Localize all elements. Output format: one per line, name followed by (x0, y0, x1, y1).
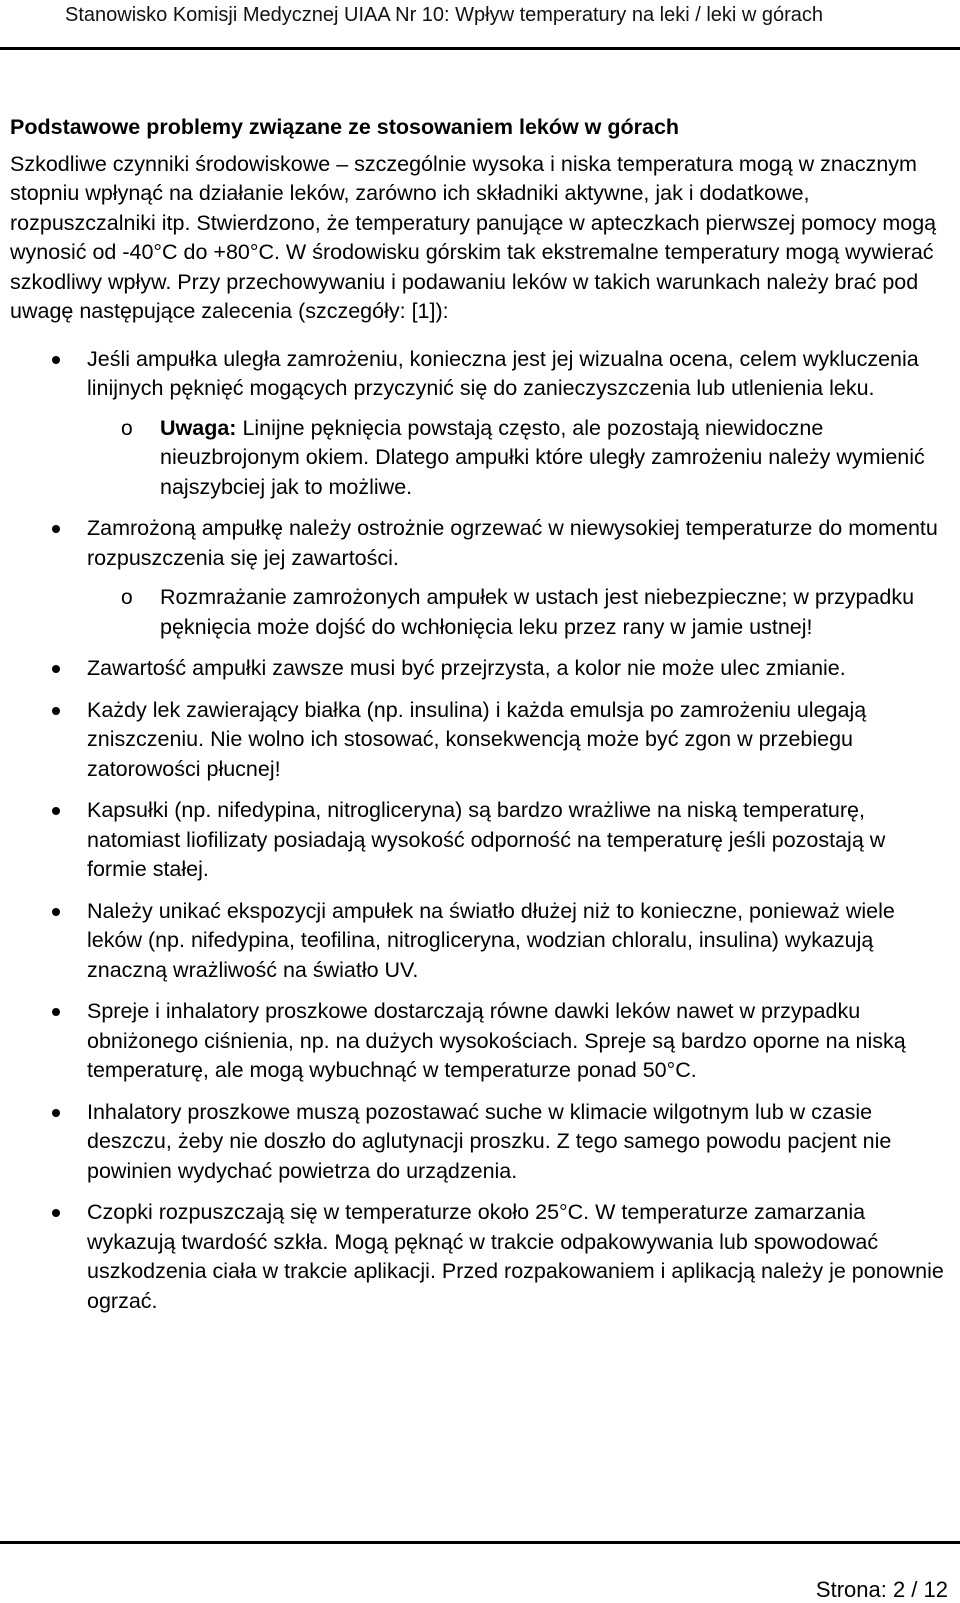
page-number: Strona: 2 / 12 (815, 1577, 948, 1602)
bullet-icon (52, 1209, 60, 1217)
list-item (10, 1198, 950, 1316)
list-item-text: Czopki rozpuszczają się w temperaturze około 25°C. W temperaturze zamarzania wykazują twardość szkła. Mogą pęknąć w trakcie odpakowywania lub spowodować uszkodzenia ciała w trakcie aplikacji. Przed rozpakowaniem i aplikacją należy je ponownie ogrzać. (87, 1200, 944, 1313)
section-heading: Podstawowe problemy związane ze stosowaniem leków w górach (10, 115, 680, 139)
document-body (10, 113, 950, 1328)
list-item-text: Spreje i inhalatory proszkowe dostarczają równe dawki leków nawet w przypadku obniżonego ciśnienia, np. na dużych wysokościach. Spreje są bardzo oporne na niską temperaturę, ale mogą wybuchnąć w temperaturze ponad 50°C. (87, 999, 906, 1082)
list-item (10, 345, 950, 503)
page-header (0, 0, 960, 50)
sub-bullet-marker: o (121, 586, 133, 609)
sub-list-item-text: Rozmrażanie zamrożonych ampułek w ustach jest niebezpieczne; w przypadku pęknięcia może dojść do wchłonięcia leku przez rany w jamie ustnej! (160, 585, 915, 639)
sub-list-item-text: Linijne pęknięcia powstają często, ale pozostają niewidoczne nieuzbrojonym okiem. Dlatego ampułki które uległy zamrożeniu należy wymienić najszybciej jak to możliwe. (160, 415, 925, 499)
sub-list (87, 414, 950, 503)
sub-list-item (87, 414, 950, 503)
bullet-icon (52, 1109, 60, 1117)
list-item (10, 997, 950, 1086)
bullet-icon (52, 908, 60, 916)
list-item-text: Zamrożoną ampułkę należy ostrożnie ogrzewać w niewysokiej temperaturze do momentu rozpuszczenia się jej zawartości. (87, 516, 938, 570)
note-label: Uwaga: (160, 415, 237, 440)
list-item (10, 1098, 950, 1187)
list-item-text: Kapsułki (np. nifedypina, nitrogliceryna) są bardzo wrażliwe na niską temperaturę, natomiast liofilizaty posiadają wysokość odporność na temperaturę jeśli pozostają w formie stałej. (87, 798, 886, 881)
bullet-icon (52, 1008, 60, 1016)
list-item-text: Każdy lek zawierający białka (np. insulina) i każda emulsja po zamrożeniu ulegają zniszczeniu. Nie wolno ich stosować, konsekwencją może być zgon w przebiegu zatorowości płucnej! (87, 697, 867, 781)
bullet-icon (52, 665, 60, 673)
sub-list-item (87, 583, 950, 642)
sub-list (87, 583, 950, 642)
header-title: Stanowisko Komisji Medycznej UIAA Nr 10: Wpływ temperatury na leki / leki w górach (65, 4, 824, 26)
bullet-icon (52, 356, 60, 364)
list-item-text: Zawartość ampułki zawsze musi być przejrzysta, a kolor nie może ulec zmianie. (87, 656, 846, 680)
bullet-icon (52, 525, 60, 533)
bullet-icon (52, 707, 60, 715)
list-item (10, 897, 950, 986)
list-item-text: Inhalatory proszkowe muszą pozostawać suche w klimacie wilgotnym lub w czasie deszczu, żeby nie doszło do aglutynacji proszku. Z tego samego powodu pacjent nie powinien wydychać powietrza do urządzenia. (87, 1099, 892, 1183)
footer-divider (0, 1541, 960, 1544)
list-item (10, 796, 950, 885)
list-item (10, 654, 950, 684)
list-item (10, 514, 950, 642)
sub-bullet-marker: o (121, 416, 133, 440)
recommendation-list (10, 345, 950, 1317)
list-item-text: Należy unikać ekspozycji ampułek na światło dłużej niż to konieczne, ponieważ wiele leków (np. nifedypina, teofilina, nitrogliceryna, wodzian chloralu, insulina) wykazują znaczną wrażliwość na światło UV. (87, 898, 895, 982)
bullet-icon (52, 807, 60, 815)
list-item-text: Jeśli ampułka uległa zamrożeniu, konieczna jest jej wizualna ocena, celem wykluczenia linijnych pęknięć mogących przyczynić się do zanieczyszczenia lub utlenienia leku. (87, 346, 919, 400)
list-item (10, 696, 950, 785)
intro-paragraph: Szkodliwe czynniki środowiskowe – szczególnie wysoka i niska temperatura mogą w znacznym stopniu wpłynąć na działanie leków, zarówno ich składniki aktywne, jak i dodatkowe, rozpuszczalniki itp. Stwierdzono, że temperatury panujące w apteczkach pierwszej pomocy mogą wynosić od -40°C do +80°C. W środowisku górskim tak ekstremalne temperatury mogą wywierać szkodliwy wpływ. Przy przechowywaniu i podawaniu leków w takich warunkach należy brać pod uwagę następujące zalecenia (szczegóły: [1]): (10, 151, 937, 323)
